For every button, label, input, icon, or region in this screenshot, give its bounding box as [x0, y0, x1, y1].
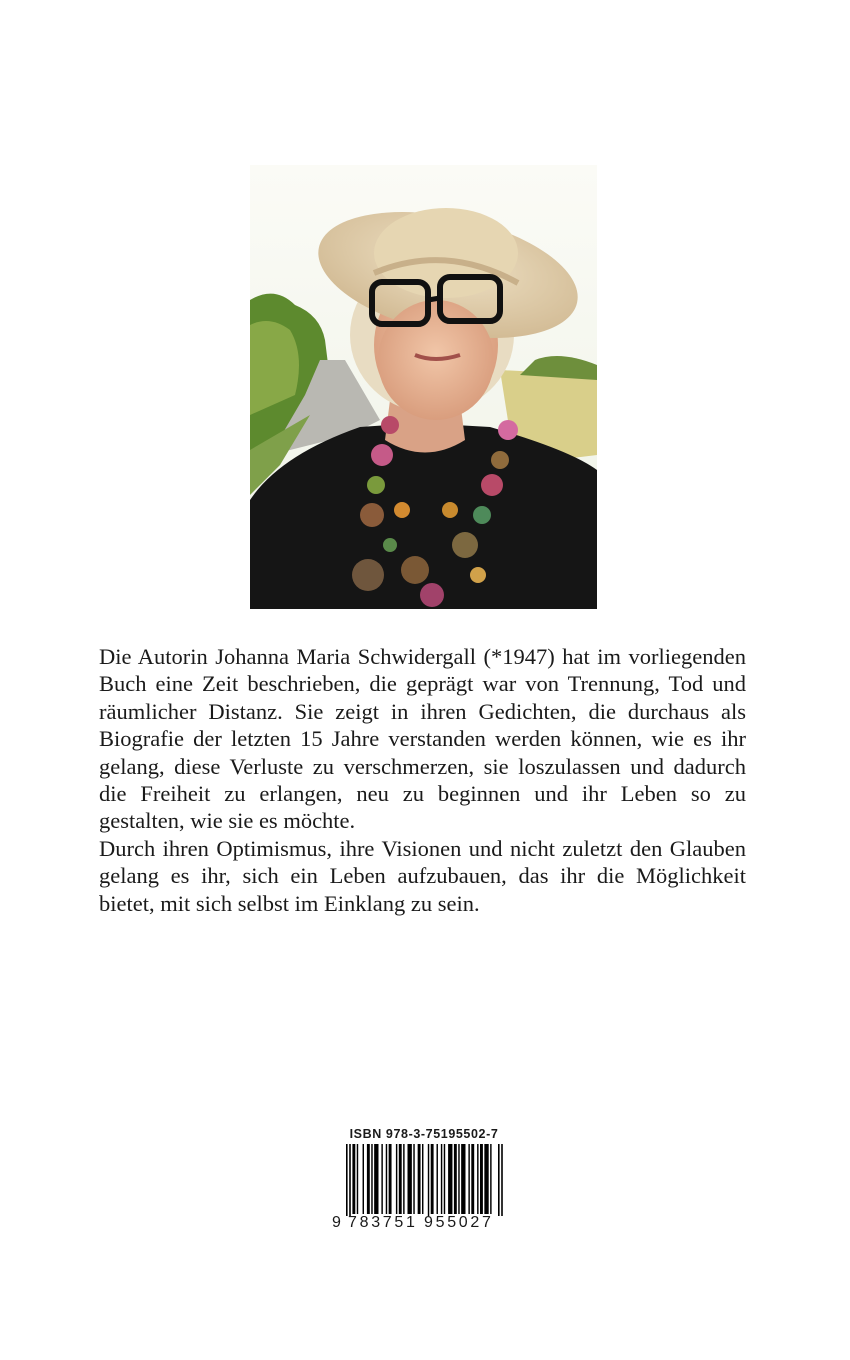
- barcode-bar: [381, 1144, 382, 1214]
- barcode-bar: [408, 1144, 412, 1214]
- author-photo: [250, 165, 597, 609]
- barcode-bar: [418, 1144, 421, 1214]
- barcode-bar: [480, 1144, 483, 1214]
- barcode-bar: [371, 1144, 372, 1214]
- barcode-bar: [386, 1144, 387, 1214]
- blurb-paragraph: Durch ihren Optimismus, ihre Visionen und nicht zuletzt den Glauben gelang es ihr, sich ein Leben aufzubauen, das ihr die Möglichkeit bietet, mit sich selbst im Einklang zu sein.: [99, 835, 746, 916]
- barcode-bar: [413, 1144, 414, 1214]
- barcode-bar: [431, 1144, 434, 1214]
- barcode-bar: [357, 1144, 358, 1214]
- barcode-bar: [374, 1144, 378, 1214]
- isbn-label: ISBN 978-3-75195502-7: [349, 1127, 499, 1141]
- barcode-bar: [428, 1144, 429, 1216]
- barcode-bar: [367, 1144, 370, 1214]
- barcode-bar: [484, 1144, 488, 1214]
- barcode-bar: [501, 1144, 503, 1216]
- barcode-bar: [471, 1144, 474, 1214]
- barcode-bar: [458, 1144, 459, 1214]
- barcode-bar: [490, 1144, 491, 1214]
- barcode-left-digits: 783751: [348, 1214, 418, 1231]
- barcode: [332, 1144, 507, 1216]
- barcode-bar: [468, 1144, 469, 1214]
- barcode-bar: [363, 1144, 364, 1214]
- author-blurb: [99, 643, 746, 917]
- barcode-bar: [444, 1144, 445, 1214]
- barcode-first-digit: 9: [332, 1214, 341, 1231]
- barcode-bar: [422, 1144, 423, 1214]
- barcode-bar: [441, 1144, 442, 1214]
- blurb-paragraph: Die Autorin Johanna Maria Schwidergall (*1947) hat im vorliegenden Buch eine Zeit beschrieben, die geprägt war von Trennung, Tod und räumlicher Distanz. Sie zeigt in ihren Gedichten, die durchaus als Biografie der letzten 15 Jahre verstanden werden können, wie es ihr gelang, diese Verluste zu verschmerzen, sie loszulassen und dadurch die Freiheit zu erlangen, neu zu beginnen und ihr Leben so zu gestalten, wie sie es möchte.: [99, 644, 746, 834]
- barcode-bar: [349, 1144, 351, 1216]
- barcode-bar: [396, 1144, 397, 1214]
- barcode-bar: [498, 1144, 500, 1216]
- barcode-bar: [437, 1144, 438, 1214]
- barcode-bar: [403, 1144, 404, 1214]
- barcode-bar: [448, 1144, 452, 1214]
- barcode-right-digits: 955027: [424, 1214, 494, 1231]
- barcode-bar: [389, 1144, 392, 1214]
- author-photo-illustration: [250, 165, 597, 609]
- isbn-barcode-block: [332, 1127, 507, 1237]
- barcode-bar: [346, 1144, 348, 1216]
- barcode-bar: [399, 1144, 402, 1214]
- barcode-bar: [352, 1144, 355, 1214]
- barcode-bar: [477, 1144, 478, 1214]
- barcode-bar: [461, 1144, 465, 1214]
- barcode-bar: [454, 1144, 457, 1214]
